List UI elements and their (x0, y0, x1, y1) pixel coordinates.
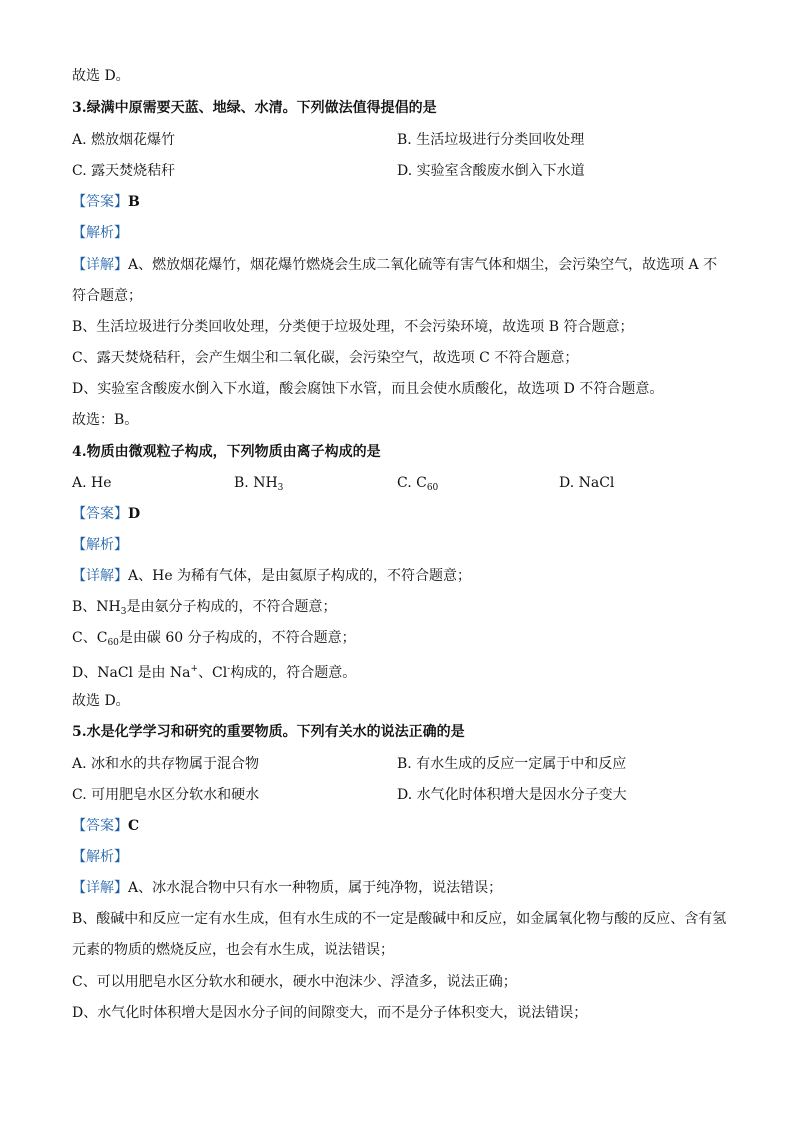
q3-detail-a-cont: 符合题意； (72, 288, 142, 304)
q4-detail-c-post: 是由碳 60 分子构成的，不符合题意； (118, 630, 356, 646)
q4-detail-d-pre: D、NaCl 是由 Na (72, 665, 191, 681)
q4-detail-d-post: 构成的，符合题意。 (230, 665, 357, 681)
q5-detail-c: C、可以用肥皂水区分软水和硬水，硬水中泡沫少、浮渣多，说法正确； (72, 974, 517, 990)
q5-detail-a (72, 879, 734, 897)
q4-option-b (234, 474, 283, 497)
q3-analysis-tag: 【解析】 (72, 225, 128, 241)
q4-detail-b-subscript: 3 (120, 607, 127, 617)
q3-detail-c: C、露天焚烧秸秆，会产生烟尘和二氧化碳，会污染空气，故选项 C 不符合题意； (72, 350, 579, 366)
q4-option-c (397, 474, 438, 497)
q3-answer-value: B (128, 194, 140, 210)
q4-analysis-tag: 【解析】 (72, 537, 128, 553)
q4-detail-b-pre: B、NH (72, 599, 121, 615)
detail-tag: 【详解】 (72, 257, 128, 273)
q5-detail-b-cont: 元素的物质的燃烧反应，也会有水生成，说法错误； (72, 942, 394, 958)
q5-stem: 5.水是化学学习和研究的重要物质。下列有关水的说法正确的是 (72, 724, 465, 740)
detail-tag: 【详解】 (72, 880, 128, 896)
q5-option-c: C. 可用肥皂水区分软水和硬水 (72, 787, 260, 803)
q5-answer (72, 817, 734, 835)
q3-answer (72, 193, 734, 211)
q4-stem: 4.物质由微观粒子构成，下列物质由离子构成的是 (72, 444, 381, 460)
q4-option-c-subscript: 60 (426, 483, 439, 493)
q4-option-c-text: C. C (397, 475, 427, 491)
prev-conclusion: 故选 D。 (72, 68, 130, 84)
q4-detail-c-subscript: 60 (107, 638, 119, 648)
q3-option-b: B. 生活垃圾进行分类回收处理 (397, 132, 585, 148)
answer-tag: 【答案】 (72, 506, 128, 522)
q4-detail-a-text: A、He 为稀有气体，是由氦原子构成的，不符合题意； (128, 568, 472, 584)
q4-answer (72, 505, 734, 523)
q4-answer-value: D (128, 506, 141, 522)
q5-option-d: D. 水气化时体积增大是因水分子变大 (397, 787, 627, 803)
q5-option-b: B. 有水生成的反应一定属于中和反应 (397, 756, 627, 772)
q3-detail-a-text: A、燃放烟花爆竹，烟花爆竹燃烧会生成二氧化硫等有害气体和烟尘，会污染空气，故选项 A 不 (128, 257, 718, 273)
q4-detail-d-sup-plus: + (190, 664, 199, 674)
q3-detail-b: B、生活垃圾进行分类回收处理，分类便于垃圾处理，不会污染环境，故选项 B 符合题意； (72, 319, 634, 335)
detail-tag: 【详解】 (72, 568, 128, 584)
q4-detail-d (72, 660, 734, 681)
q4-option-b-text: B. NH (234, 475, 278, 491)
q5-detail-b: B、酸碱中和反应一定有水生成，但有水生成的不一定是酸碱中和反应，如金属氧化物与酸的反应、含有氢 (72, 911, 727, 927)
q3-option-c: C. 露天焚烧秸秆 (72, 163, 176, 179)
answer-tag: 【答案】 (72, 818, 128, 834)
q5-detail-d: D、水气化时体积增大是因水分子间的间隙变大，而不是分子体积变大，说法错误； (72, 1005, 588, 1021)
q3-option-d: D. 实验室含酸废水倒入下水道 (397, 163, 585, 179)
q3-option-a: A. 燃放烟花爆竹 (72, 132, 176, 148)
q4-detail-c (72, 629, 734, 647)
q5-answer-value: C (128, 818, 140, 834)
answer-tag: 【答案】 (72, 194, 128, 210)
q5-analysis-tag: 【解析】 (72, 849, 128, 865)
q3-stem: 3.绿满中原需要天蓝、地绿、水清。下列做法值得提倡的是 (72, 100, 437, 116)
q5-detail-a-text: A、冰水混合物中只有水一种物质，属于纯净物，说法错误； (128, 880, 503, 896)
q3-conclusion: 故选：B。 (72, 412, 139, 428)
q5-option-a: A. 冰和水的共存物属于混合物 (72, 756, 260, 772)
q3-detail-d: D、实验室含酸废水倒入下水道，酸会腐蚀下水管，而且会使水质酸化，故选项 D 不符合题意。 (72, 381, 664, 397)
q4-detail-a (72, 567, 734, 585)
q3-detail-a (72, 256, 734, 274)
q4-detail-b-post: 是由氨分子构成的，不符合题意； (126, 599, 337, 615)
q4-detail-d-sup-minus: - (227, 664, 231, 674)
q4-detail-b (72, 598, 734, 616)
q4-detail-d-mid: 、Cl (198, 665, 228, 681)
q4-option-b-subscript: 3 (277, 483, 284, 493)
q4-conclusion: 故选 D。 (72, 693, 130, 709)
q4-detail-c-pre: C、C (72, 630, 108, 646)
q4-option-a: A. He (72, 475, 112, 491)
q4-option-d: D. NaCl (559, 475, 615, 491)
